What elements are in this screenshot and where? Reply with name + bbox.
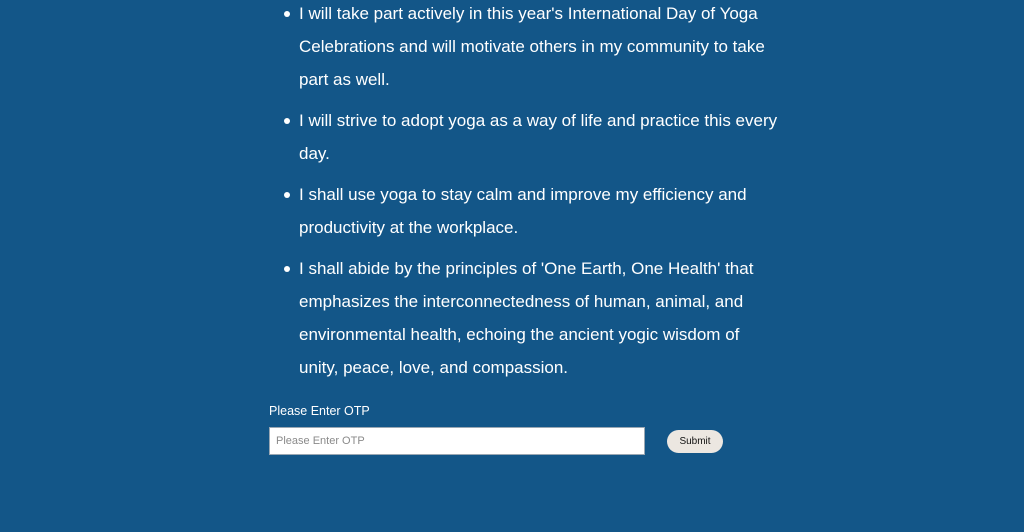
submit-button[interactable]: Submit bbox=[667, 430, 723, 453]
pledge-item: I will take part actively in this year's International Day of Yoga Celebrations and will motivate others in my community to take part as well. bbox=[299, 0, 779, 96]
otp-label: Please Enter OTP bbox=[269, 404, 370, 418]
pledge-item: I will strive to adopt yoga as a way of life and practice this every day. bbox=[299, 104, 779, 170]
pledge-item: I shall abide by the principles of 'One Earth, One Health' that emphasizes the interconnectedness of human, animal, and environmental health, echoing the ancient yogic wisdom of unity, peace, love, and compassion. bbox=[299, 252, 779, 384]
pledge-list bbox=[269, 0, 779, 392]
pledge-item: I shall use yoga to stay calm and improve my efficiency and productivity at the workplace. bbox=[299, 178, 779, 244]
otp-input[interactable] bbox=[269, 427, 645, 455]
